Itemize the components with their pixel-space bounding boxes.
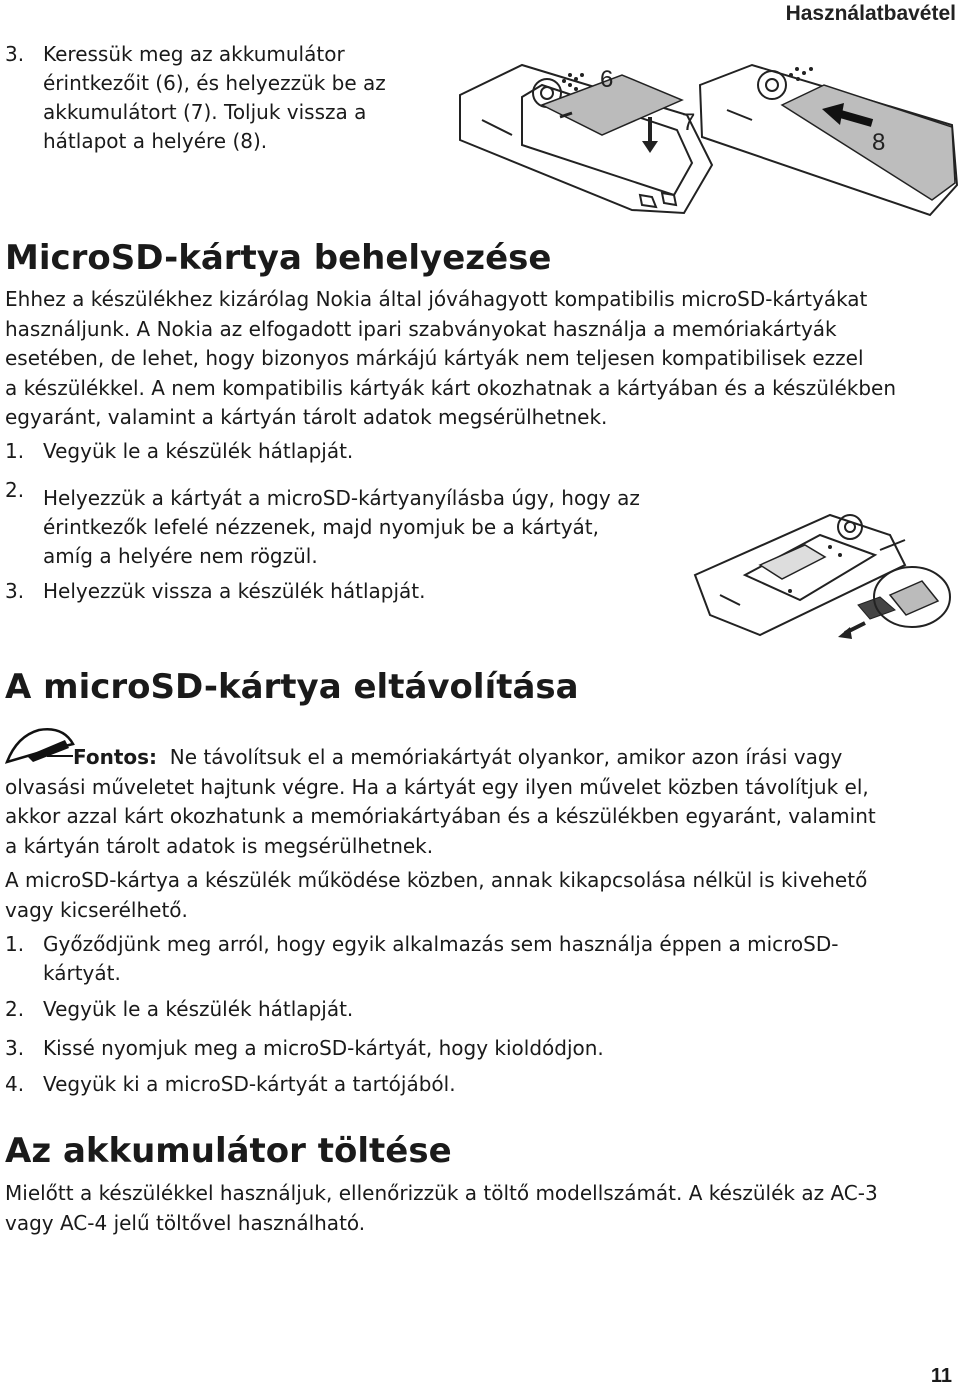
text-line: akkor azzal kárt okozhatunk a memóriakártyában és a készülékben egyaránt, valamint	[5, 804, 876, 828]
text-line: esetében, de lehet, hogy bizonyos márkájú kártyák nem teljesen kompatibilisek ezzel	[5, 346, 864, 370]
text-line: Mielőtt a készülékkel használjuk, ellenőrizzük a töltő modellszámát. A készülék az AC-3	[5, 1181, 878, 1205]
text-line: Győződjünk meg arról, hogy egyik alkalmazás sem használja éppen a microSD-	[43, 932, 839, 956]
text-line: hátlapot a helyére (8).	[43, 129, 268, 153]
text-line: érintkezőit (6), és helyezzük be az	[43, 71, 386, 95]
microsd-insert-figure	[690, 505, 952, 650]
step-number: 1.	[5, 439, 25, 463]
paragraph	[5, 285, 896, 433]
page-number: 11	[930, 1365, 952, 1387]
text-line: Helyezzük a kártyát a microSD-kártyanyílásba úgy, hogy az	[43, 486, 640, 510]
step-number: 3.	[5, 42, 25, 66]
step-number: 3.	[5, 579, 25, 603]
text-line: Vegyük le a készülék hátlapját.	[43, 439, 354, 463]
section-title: Az akkumulátor töltése	[5, 1131, 452, 1171]
running-header: Használatbavétel	[785, 2, 956, 25]
note-label: Fontos:	[73, 745, 158, 769]
text-line: amíg a helyére nem rögzül.	[43, 544, 318, 568]
text-line: Helyezzük vissza a készülék hátlapját.	[43, 579, 426, 603]
callout-8: 8	[872, 129, 886, 156]
text-line: egyaránt, valamint a kártyán tárolt adatok megsérülhetnek.	[5, 405, 608, 429]
text-line: Ne távolítsuk el a memóriakártyát olyankor, amikor azon írási vagy	[169, 745, 843, 769]
step-number: 3.	[5, 1036, 25, 1060]
text-line: Ehhez a készülékhez kizárólag Nokia által jóváhagyott kompatibilis microSD-kártyákat	[5, 287, 868, 311]
section-title: MicroSD-kártya behelyezése	[5, 238, 552, 278]
battery-insert-figure	[452, 45, 960, 220]
paragraph	[5, 866, 867, 925]
text-line: Vegyük le a készülék hátlapját.	[43, 997, 354, 1021]
text-line: a készülékkel. A nem kompatibilis kártyák kárt okozhatnak a kártyában és a készülékben	[5, 375, 897, 400]
paragraph	[5, 1179, 878, 1238]
step-number: 1.	[5, 932, 25, 956]
back-cover	[782, 85, 955, 200]
text-line: Vegyük ki a microSD-kártyát a tartójából.	[43, 1072, 456, 1096]
step-number: 2.	[5, 478, 25, 502]
camera-lens-icon	[838, 515, 862, 539]
text-line: érintkezők lefelé nézzenek, majd nyomjuk be a kártyát,	[43, 515, 599, 539]
text-line: vagy AC-4 jelű töltővel használható.	[5, 1210, 366, 1235]
text-line: a kártyán tárolt adatok is megsérülhetnek.	[5, 833, 434, 858]
text-line: Keressük meg az akkumulátor	[43, 42, 345, 66]
important-note	[5, 743, 876, 861]
microsd-card-magnified	[890, 581, 938, 615]
step-number: 2.	[5, 997, 25, 1021]
text-line: kártyát.	[43, 961, 121, 985]
text-line: olvasási műveletet hajtunk végre. Ha a kártyát egy ilyen művelet közben távolítjuk el,	[5, 774, 869, 799]
text-line: használjunk. A Nokia az elfogadott ipari szabványokat használja a memóriakártyák	[5, 316, 837, 341]
text-line: Kissé nyomjuk meg a microSD-kártyát, hogy kioldódjon.	[43, 1036, 604, 1060]
text-line: vagy kicserélhető.	[5, 897, 188, 922]
text-line: A microSD-kártya a készülék működése közben, annak kikapcsolása nélkül is kivehető	[5, 868, 868, 892]
text-line: akkumulátort (7). Toljuk vissza a	[43, 100, 367, 124]
callout-6: 6	[600, 66, 614, 93]
section-title: A microSD-kártya eltávolítása	[5, 667, 579, 707]
camera-lens-icon	[758, 71, 786, 99]
callout-7: 7	[682, 109, 696, 136]
step-number: 4.	[5, 1072, 25, 1096]
phone-body-outline	[460, 65, 712, 213]
